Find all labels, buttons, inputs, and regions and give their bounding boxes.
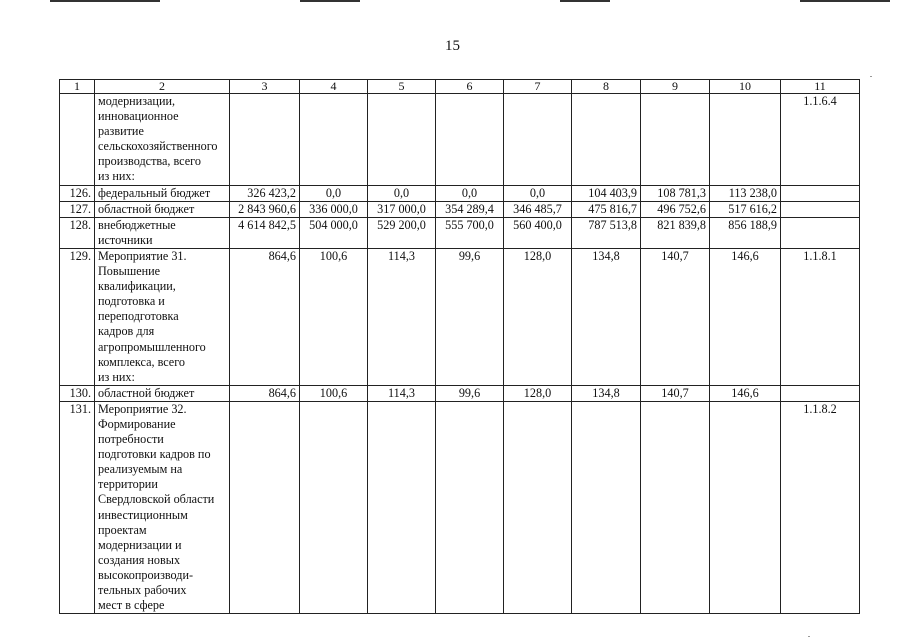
column-number: 11 <box>781 80 860 94</box>
value-cell <box>436 94 504 186</box>
scan-edge-mark <box>50 0 160 2</box>
value-cell: 560 400,0 <box>504 217 572 248</box>
column-number: 10 <box>710 80 781 94</box>
value-cell: 2 843 960,6 <box>230 201 300 217</box>
value-cell: 100,6 <box>300 248 368 385</box>
column-number: 8 <box>572 80 641 94</box>
description-line: проектам <box>98 522 147 537</box>
description-line: потребности <box>98 432 164 447</box>
column-number: 7 <box>504 80 572 94</box>
description-line: из них: <box>98 169 135 184</box>
value-cell: 104 403,9 <box>572 185 641 201</box>
table-row <box>60 401 860 613</box>
column-number: 1 <box>60 80 95 94</box>
value-cell: 787 513,8 <box>572 217 641 248</box>
value-cell <box>504 94 572 186</box>
budget-table <box>59 79 860 614</box>
value-cell: 504 000,0 <box>300 217 368 248</box>
description-line: модернизации, <box>98 94 176 108</box>
value-cell: 555 700,0 <box>436 217 504 248</box>
description-line: агропромышленного <box>98 339 206 354</box>
value-cell: 326 423,2 <box>230 185 300 201</box>
column-number: 5 <box>368 80 436 94</box>
code-cell <box>781 201 860 217</box>
description-line: подготовки кадров по <box>98 447 211 462</box>
row-description <box>95 248 230 385</box>
value-cell: 128,0 <box>504 385 572 401</box>
scan-speck <box>870 76 872 77</box>
description-line: внебюджетные <box>98 217 176 232</box>
table-row <box>60 248 860 385</box>
value-cell: 856 188,9 <box>710 217 781 248</box>
code-cell <box>781 185 860 201</box>
value-cell: 128,0 <box>504 248 572 385</box>
description-line: областной бюджет <box>98 201 195 216</box>
value-cell <box>572 94 641 186</box>
page-number: 15 <box>445 38 460 54</box>
column-number: 6 <box>436 80 504 94</box>
code-cell: 1.1.8.1 <box>781 248 860 385</box>
value-cell: 4 614 842,5 <box>230 217 300 248</box>
value-cell <box>300 401 368 613</box>
row-description <box>95 401 230 613</box>
row-description <box>95 185 230 201</box>
description-line: источники <box>98 232 153 247</box>
value-cell: 529 200,0 <box>368 217 436 248</box>
scan-edge-mark <box>800 0 890 2</box>
value-cell: 475 816,7 <box>572 201 641 217</box>
description-line: Мероприятие 32. <box>98 401 187 416</box>
value-cell <box>710 94 781 186</box>
description-line: инвестиционным <box>98 507 188 522</box>
value-cell: 317 000,0 <box>368 201 436 217</box>
description-line: Мероприятие 31. <box>98 248 187 263</box>
value-cell: 354 289,4 <box>436 201 504 217</box>
value-cell <box>300 94 368 186</box>
value-cell: 821 839,8 <box>641 217 710 248</box>
description-line: мест в сфере <box>98 598 165 613</box>
column-number: 4 <box>300 80 368 94</box>
description-line: тельных рабочих <box>98 583 187 597</box>
value-cell: 140,7 <box>641 248 710 385</box>
scan-speck <box>808 636 810 637</box>
value-cell: 108 781,3 <box>641 185 710 201</box>
value-cell: 114,3 <box>368 248 436 385</box>
value-cell <box>368 401 436 613</box>
description-line: реализуемым на <box>98 462 183 477</box>
description-line: переподготовка <box>98 309 179 324</box>
description-line: областной бюджет <box>98 385 195 400</box>
value-cell <box>230 401 300 613</box>
value-cell: 99,6 <box>436 248 504 385</box>
value-cell: 134,8 <box>572 385 641 401</box>
value-cell: 0,0 <box>368 185 436 201</box>
row-index: 128. <box>60 217 95 248</box>
description-line: комплекса, всего <box>98 354 186 369</box>
value-cell: 140,7 <box>641 385 710 401</box>
description-line: модернизации и <box>98 537 182 552</box>
value-cell <box>572 401 641 613</box>
row-description <box>95 217 230 248</box>
description-line: инновационное <box>98 109 179 124</box>
column-number-row <box>60 80 860 94</box>
description-line: из них: <box>98 369 135 384</box>
value-cell: 134,8 <box>572 248 641 385</box>
description-line: квалификации, <box>98 279 176 294</box>
value-cell <box>641 401 710 613</box>
value-cell: 0,0 <box>504 185 572 201</box>
row-index: 130. <box>60 385 95 401</box>
column-number: 2 <box>95 80 230 94</box>
table-row <box>60 185 860 201</box>
description-line: производства, всего <box>98 154 201 169</box>
description-line: Формирование <box>98 416 176 431</box>
value-cell: 864,6 <box>230 248 300 385</box>
value-cell: 864,6 <box>230 385 300 401</box>
row-index: 127. <box>60 201 95 217</box>
value-cell <box>230 94 300 186</box>
description-line: подготовка и <box>98 294 165 309</box>
description-line: федеральный бюджет <box>98 185 211 200</box>
description-line: создания новых <box>98 552 181 567</box>
code-cell <box>781 217 860 248</box>
value-cell: 517 616,2 <box>710 201 781 217</box>
description-line: сельскохозяйственного <box>98 139 218 154</box>
value-cell: 100,6 <box>300 385 368 401</box>
table-row <box>60 385 860 401</box>
column-number: 9 <box>641 80 710 94</box>
description-line: Повышение <box>98 264 161 279</box>
description-line: развитие <box>98 124 144 139</box>
description-line: Свердловской области <box>98 492 215 507</box>
code-cell <box>781 385 860 401</box>
value-cell: 114,3 <box>368 385 436 401</box>
value-cell <box>504 401 572 613</box>
value-cell: 99,6 <box>436 385 504 401</box>
value-cell: 346 485,7 <box>504 201 572 217</box>
row-description <box>95 94 230 186</box>
code-cell: 1.1.6.4 <box>781 94 860 186</box>
row-index: 131. <box>60 401 95 613</box>
description-line: высокопроизводи- <box>98 567 194 582</box>
row-index <box>60 94 95 186</box>
scan-edge-mark <box>300 0 360 2</box>
value-cell: 0,0 <box>300 185 368 201</box>
scan-edge-mark <box>560 0 610 2</box>
row-index: 129. <box>60 248 95 385</box>
column-number: 3 <box>230 80 300 94</box>
row-description <box>95 385 230 401</box>
description-line: кадров для <box>98 324 155 339</box>
value-cell: 146,6 <box>710 385 781 401</box>
table-row <box>60 201 860 217</box>
code-cell: 1.1.8.2 <box>781 401 860 613</box>
value-cell: 146,6 <box>710 248 781 385</box>
value-cell <box>368 94 436 186</box>
value-cell: 0,0 <box>436 185 504 201</box>
value-cell <box>641 94 710 186</box>
value-cell: 113 238,0 <box>710 185 781 201</box>
description-line: территории <box>98 477 158 492</box>
value-cell: 336 000,0 <box>300 201 368 217</box>
value-cell <box>436 401 504 613</box>
value-cell: 496 752,6 <box>641 201 710 217</box>
row-description <box>95 201 230 217</box>
table-row <box>60 217 860 248</box>
row-index: 126. <box>60 185 95 201</box>
table-row <box>60 94 860 186</box>
value-cell <box>710 401 781 613</box>
